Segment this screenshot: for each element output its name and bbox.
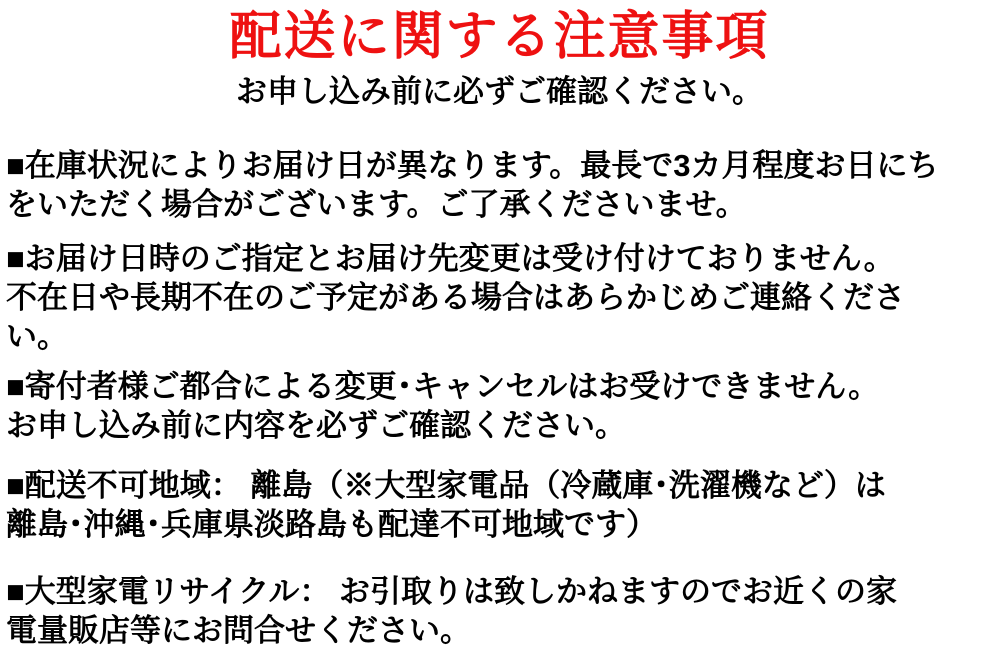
notice-paragraph-delivery-date: [6, 239, 991, 356]
notice-line: 離島･沖縄･兵庫県淡路島も配達不可地域です）: [6, 507, 657, 543]
notice-line: ■配送不可地域： 離島（※大型家電品（冷蔵庫･洗濯機など）は: [6, 468, 886, 504]
notice-line: お申し込み前に内容を必ずご確認ください。: [6, 408, 626, 444]
page-title: 配送に関する注意事項: [229, 8, 770, 66]
notice-line: 電量販店等にお問合せください。: [6, 613, 471, 649]
notice-line: ■大型家電リサイクル： お引取りは致しかねますのでお近くの家: [6, 574, 897, 610]
page-subtitle: お申し込み前に必ずご確認ください。: [236, 74, 763, 110]
notice-header: [0, 0, 999, 109]
notice-paragraph-stock: [6, 146, 991, 224]
notice-line: をいただく場合がございます。ご了承くださいませ。: [6, 187, 747, 223]
notices-list: [0, 146, 999, 650]
notice-line: 不在日や長期不在のご予定がある場合はあらかじめご連絡くださ: [6, 280, 905, 316]
notice-paragraph-recycle: [6, 572, 991, 650]
notice-paragraph-cancel: [6, 367, 991, 445]
notice-line: ■在庫状況によりお届け日が異なります。最長で3カ月程度お日にち: [6, 148, 939, 184]
notice-line: ■お届け日時のご指定とお届け先変更は受け付けておりません。: [6, 241, 895, 277]
notice-line: ■寄付者様ご都合による変更･キャンセルはお受けできません。: [6, 369, 880, 405]
notice-paragraph-no-delivery-area: [6, 466, 991, 544]
notice-line: い。: [6, 319, 68, 355]
